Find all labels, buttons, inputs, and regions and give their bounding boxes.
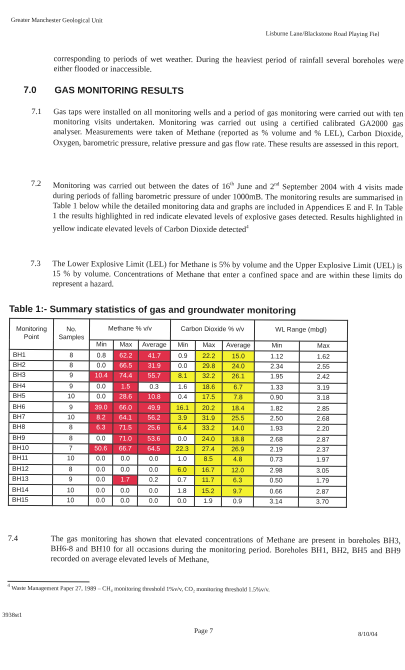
cell-w-min: 2.98	[254, 466, 299, 477]
cell-samples: 8	[53, 423, 89, 434]
cell-m-avg: 0.0	[138, 454, 170, 465]
col-header-samples: No. Samples	[53, 319, 89, 351]
cell-c-min: 0.4	[170, 392, 195, 403]
cell-point: BH8	[9, 422, 53, 433]
cell-w-max: 3.19	[299, 383, 347, 394]
cell-point: BH14	[8, 485, 52, 496]
cell-c-avg: 6.3	[222, 476, 254, 487]
cell-w-max: 2.20	[299, 424, 347, 435]
cell-point: BH2	[9, 360, 53, 371]
cell-c-min: 0.0	[170, 361, 195, 372]
cell-c-avg: 9.7	[221, 486, 253, 497]
cell-w-min: 2.68	[254, 434, 299, 445]
cell-point: BH3	[9, 371, 53, 382]
page-number: Page 7	[194, 626, 214, 636]
cell-point: BH1	[9, 350, 53, 361]
cell-c-min: 3.9	[170, 413, 195, 424]
cell-w-max: 2.37	[299, 445, 347, 456]
footnote-divider	[7, 581, 89, 583]
cell-c-max: 29.8	[195, 361, 222, 372]
cell-samples: 10	[53, 454, 89, 465]
paragraph-7-2: Monitoring was carried out between the dates of 16th June and 2nd September 2004 with 4 visits made during periods of falling barometric pressure of under 1000mB. The monitoring results are summarised in Table 1 below while the detailed monitoring data and graphs are included in Appendices E and F. In Table 1 the results highlighted in red indicate elevated levels of explosive gases detected. Results highlighted in yellow indicate elevated levels of Carbon Dioxide detected$^4$	[52, 180, 403, 234]
cell-m-avg: 0.0	[137, 496, 169, 507]
cell-c-min: 22.3	[170, 444, 195, 455]
cell-w-min: 1.12	[254, 351, 299, 362]
cell-c-avg: 26.9	[222, 445, 254, 456]
table-title: Table 1:- Summary statistics of gas and groundwater monitoring	[9, 302, 297, 316]
cell-w-min: 2.19	[254, 445, 299, 456]
cell-c-max: 15.2	[194, 486, 221, 497]
cell-c-avg: 18.4	[222, 403, 254, 414]
cell-w-max: 2.68	[299, 414, 347, 425]
cell-c-max: 1.9	[194, 496, 221, 507]
cell-c-max: 8.5	[195, 455, 222, 466]
cell-samples: 10	[52, 495, 88, 506]
cell-w-min: 2.50	[254, 414, 299, 425]
intro-paragraph: corresponding to periods of wet weather. During the heaviest period of rainfall several boreholes were either flooded or inaccessible.	[53, 54, 404, 74]
cell-point: BH4	[9, 381, 53, 392]
cell-w-min: 2.34	[254, 362, 299, 373]
cell-m-min: 6.3	[89, 423, 113, 434]
cell-samples: 7	[53, 444, 89, 455]
cell-m-avg: 64.5	[138, 444, 170, 455]
cell-w-max: 2.42	[299, 372, 347, 383]
paragraph-7-1: Gas taps were installed on all monitoring wells and a period of gas monitoring were carried out with ten monitoring visits undertaken. Monitoring was carried out using a certified calibrated GA2000 gas analyser. Measurements were taken of Methane (reported as % volume and % LEL), Carbon Dioxide, Oxygen, barometric pressure, relative pressure and gas flow rate. These results are assessed in this report.	[53, 107, 404, 149]
cell-w-max: 1.79	[299, 476, 347, 487]
cell-m-avg: 0.2	[138, 475, 170, 486]
cell-samples: 10	[52, 485, 88, 496]
cell-m-max: 71.5	[113, 423, 138, 434]
cell-m-avg: 31.9	[138, 361, 170, 372]
cell-c-avg: 4.8	[222, 455, 254, 466]
subheader-max: Max	[113, 340, 138, 351]
cell-c-max: 20.2	[195, 403, 222, 414]
table-row	[8, 495, 346, 507]
cell-samples: 9	[53, 371, 89, 382]
cell-point: BH5	[9, 391, 53, 402]
cell-m-min: 0.0	[88, 485, 112, 496]
cell-m-min: 0.0	[89, 381, 113, 392]
cell-c-max: 17.5	[195, 392, 222, 403]
cell-samples: 9	[53, 475, 89, 486]
cell-c-max: 22.2	[195, 351, 222, 362]
cell-m-max: 66.7	[113, 444, 138, 455]
subheader-average: Average	[138, 340, 170, 351]
cell-w-min: 1.33	[254, 382, 299, 393]
paragraph-7-3: The Lower Explosive Limit (LEL) for Methane is 5% by volume and the Upper Explosive Limit (UEL) is 15 % by volume. Concentrations of Methane that enter a confined space and are within these limits do represent a hazard.	[52, 259, 403, 289]
cell-m-min: 0.0	[89, 392, 113, 403]
cell-m-avg: 49.9	[138, 402, 170, 413]
cell-m-max: 74.4	[113, 371, 138, 382]
cell-m-max: 71.0	[113, 433, 138, 444]
cell-m-max: 64.1	[113, 413, 138, 424]
paragraph-number: 7.3	[30, 258, 41, 269]
cell-c-min: 16.1	[170, 403, 195, 414]
cell-m-max: 0.0	[113, 454, 138, 465]
cell-m-min: 50.6	[89, 444, 113, 455]
cell-w-min: 0.90	[254, 393, 299, 404]
header-site-name: Lisburne Lane/Blackstone Road Playing Fiel	[265, 30, 380, 39]
cell-m-max: 1.5	[113, 382, 138, 393]
cell-c-min: 0.7	[170, 475, 195, 486]
cell-m-max: 0.0	[112, 485, 137, 496]
cell-samples: 9	[53, 402, 89, 413]
cell-w-max: 3.05	[299, 466, 347, 477]
cell-c-max: 32.2	[195, 372, 222, 383]
cell-w-max: 1.62	[299, 351, 347, 362]
cell-m-max: 0.0	[112, 496, 137, 507]
cell-c-max: 33.2	[195, 424, 222, 435]
cell-m-max: 62.2	[113, 350, 138, 361]
cell-samples: 8	[53, 464, 89, 475]
cell-c-min: 8.1	[170, 371, 195, 382]
cell-m-min: 0.0	[89, 465, 113, 476]
cell-w-max: 3.70	[298, 497, 346, 508]
cell-c-max: 24.0	[195, 434, 222, 445]
cell-w-min: 1.82	[254, 403, 299, 414]
paragraph-7-4: The gas monitoring has shown that elevated concentrations of Methane are present in boreholes BH3, BH6-8 and BH10 for all occasions during the monitoring period. Boreholes BH1, BH2, BH5 and BH9 recorded on average elevated levels of Methane,	[50, 534, 401, 565]
cell-m-avg: 0.3	[138, 382, 170, 393]
cell-c-min: 0.9	[170, 351, 195, 362]
document-reference: 3938st1	[2, 611, 23, 619]
cell-samples: 8	[53, 350, 89, 361]
cell-c-avg: 7.8	[222, 393, 254, 404]
cell-m-min: 0.0	[89, 475, 113, 486]
cell-samples: 8	[53, 360, 89, 371]
section-title: GAS MONITORING RESULTS	[54, 84, 184, 96]
document-date: 8/10/04	[358, 630, 378, 639]
cell-w-min: 1.95	[254, 372, 299, 383]
header-organisation: Greater Manchester Geological Unit	[10, 16, 103, 25]
cell-samples: 10	[53, 392, 89, 403]
cell-m-max: 66.5	[113, 361, 138, 372]
cell-c-avg: 26.1	[222, 372, 254, 383]
cell-w-max: 2.85	[299, 403, 347, 414]
cell-point: BH6	[9, 402, 53, 413]
cell-samples: 10	[53, 412, 89, 423]
cell-c-avg: 25.5	[222, 413, 254, 424]
cell-c-avg: 12.0	[222, 465, 254, 476]
subheader-min: Min	[254, 341, 299, 352]
cell-c-avg: 0.9	[221, 496, 253, 507]
cell-m-max: 66.0	[113, 402, 138, 413]
cell-m-avg: 10.8	[138, 392, 170, 403]
cell-c-min: 6.4	[170, 423, 195, 434]
cell-w-max: 2.55	[299, 362, 347, 373]
cell-c-avg: 18.8	[222, 434, 254, 445]
cell-m-min: 0.0	[89, 433, 113, 444]
cell-c-min: 0.0	[170, 434, 195, 445]
cell-w-min: 0.66	[253, 486, 298, 497]
subheader-min: Min	[170, 340, 195, 351]
section-number: 7.0	[23, 83, 37, 95]
col-header-point: Monitoring Point	[9, 318, 53, 350]
cell-c-max: 18.6	[195, 382, 222, 393]
cell-m-avg: 0.0	[138, 465, 170, 476]
cell-c-max: 31.9	[195, 413, 222, 424]
cell-w-max: 2.87	[298, 487, 346, 498]
cell-c-max: 27.4	[195, 444, 222, 455]
cell-c-min: 1.8	[169, 486, 194, 497]
gas-monitoring-table	[8, 318, 348, 508]
cell-m-min: 0.0	[89, 454, 113, 465]
col-header-methane: Methane % v/v	[89, 319, 170, 340]
cell-samples: 9	[53, 381, 89, 392]
subheader-average: Average	[222, 341, 254, 352]
cell-w-max: 2.87	[299, 435, 347, 446]
cell-point: BH11	[9, 454, 53, 465]
cell-m-min: 39.0	[89, 402, 113, 413]
cell-m-max: 0.0	[113, 465, 138, 476]
cell-m-avg: 25.6	[138, 423, 170, 434]
subheader-min: Min	[89, 340, 113, 351]
cell-m-max: 1.7	[113, 475, 138, 486]
subheader-max: Max	[299, 341, 347, 352]
cell-point: BH7	[9, 412, 53, 423]
cell-point: BH10	[9, 443, 53, 454]
cell-w-min: 1.93	[254, 424, 299, 435]
paragraph-number: 7.1	[31, 106, 42, 117]
cell-w-min: 0.73	[254, 455, 299, 466]
cell-c-avg: 15.0	[222, 351, 254, 362]
cell-m-min: 0.0	[89, 361, 113, 372]
footnote: $^4$ Waste Management Paper 27, 1989 – CH₄ monitoring threshold 1%v/v, CO₂ monitoring threshold 1.5%v/v.	[7, 583, 270, 594]
paragraph-number: 7.2	[30, 178, 42, 189]
cell-m-max: 28.6	[113, 392, 138, 403]
subheader-max: Max	[195, 340, 222, 351]
col-header-wl: WL Range (mbgl)	[254, 320, 347, 342]
cell-c-min: 1.0	[170, 455, 195, 466]
cell-m-avg: 55.7	[138, 371, 170, 382]
paragraph-number: 7.4	[7, 533, 18, 543]
cell-c-min: 0.0	[169, 496, 194, 507]
cell-point: BH13	[9, 474, 53, 485]
cell-w-min: 3.14	[253, 497, 298, 508]
cell-w-max: 1.97	[299, 455, 347, 466]
cell-c-avg: 24.0	[222, 361, 254, 372]
cell-w-min: 0.50	[254, 476, 299, 487]
col-header-co2: Carbon Dioxide % v/v	[170, 319, 254, 341]
cell-c-avg: 6.7	[222, 382, 254, 393]
section-heading	[23, 83, 184, 96]
cell-c-max: 16.7	[195, 465, 222, 476]
cell-c-avg: 14.0	[222, 424, 254, 435]
cell-m-avg: 41.7	[138, 351, 170, 362]
cell-m-min: 0.8	[89, 350, 113, 361]
cell-w-max: 3.18	[299, 393, 347, 404]
cell-m-min: 8.2	[89, 413, 113, 424]
cell-c-min: 6.0	[170, 465, 195, 476]
cell-c-max: 11.7	[195, 476, 222, 487]
cell-m-min: 10.4	[89, 371, 113, 382]
cell-m-avg: 0.0	[137, 486, 169, 497]
cell-point: BH12	[9, 464, 53, 475]
cell-samples: 8	[53, 433, 89, 444]
cell-c-min: 1.6	[170, 382, 195, 393]
cell-m-avg: 56.2	[138, 413, 170, 424]
cell-point: BH9	[9, 433, 53, 444]
cell-m-min: 0.0	[88, 496, 112, 507]
cell-point: BH15	[8, 495, 52, 506]
cell-m-avg: 53.6	[138, 434, 170, 445]
